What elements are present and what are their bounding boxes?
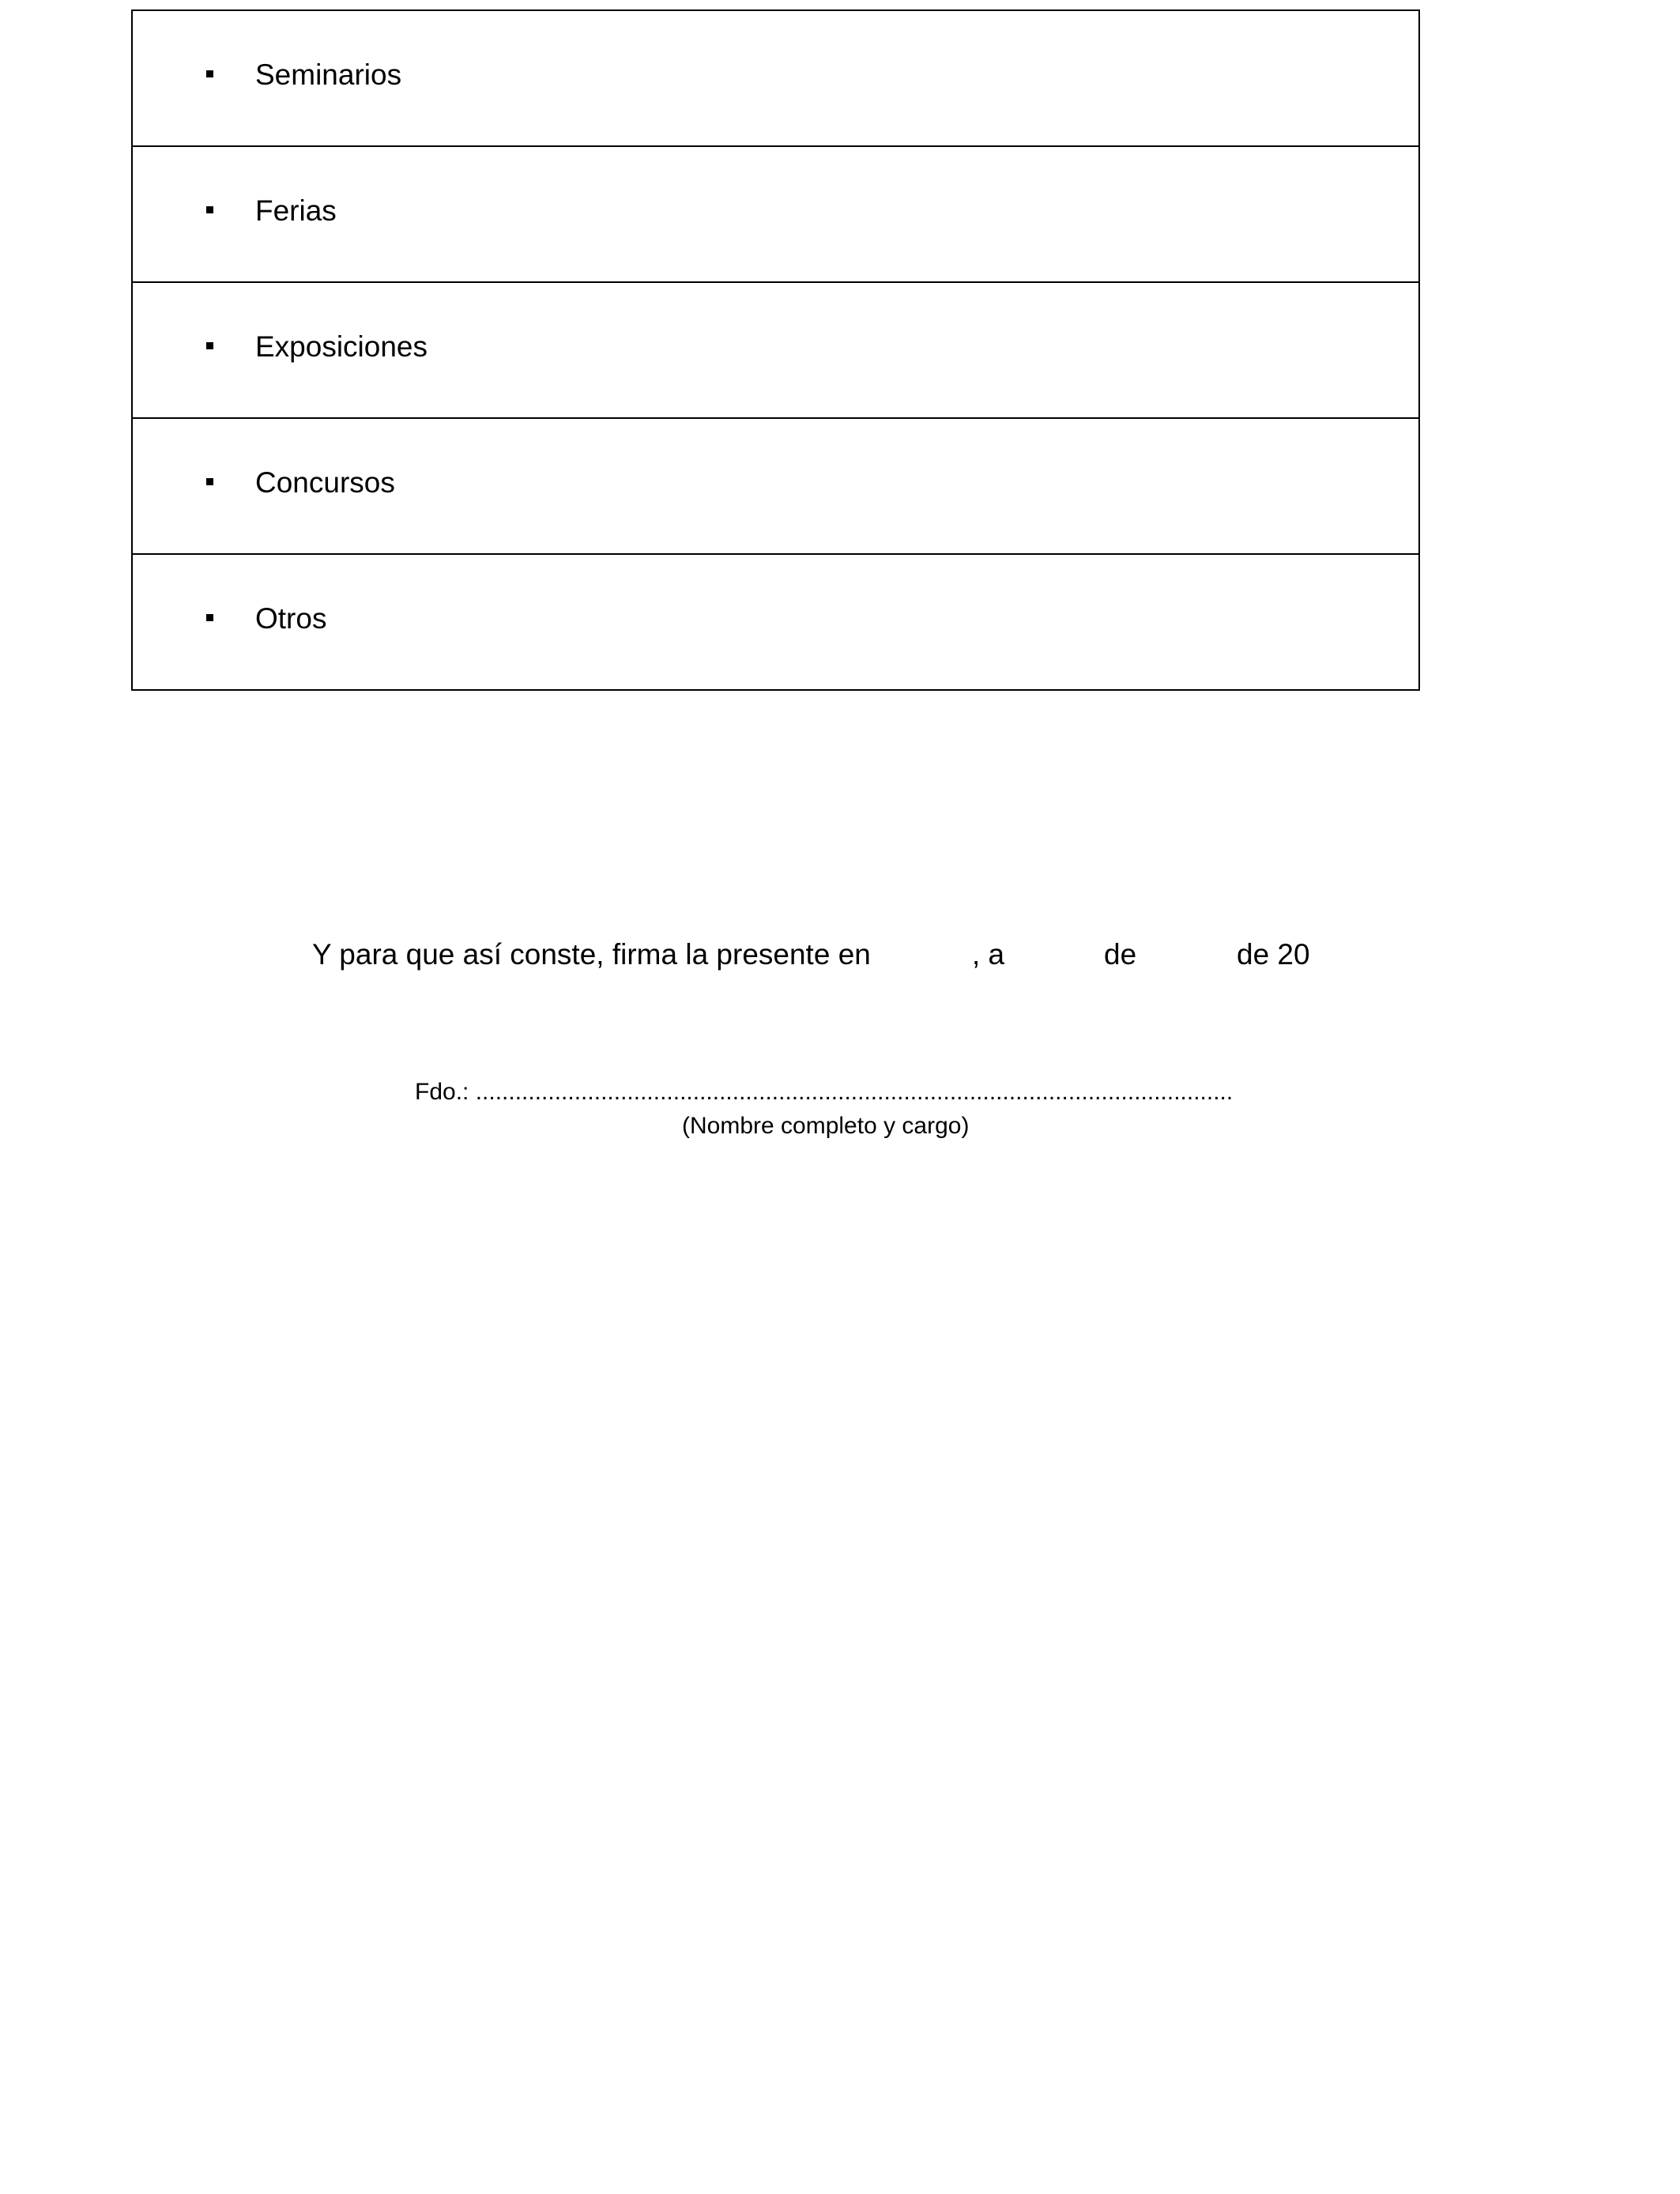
signature-caption: (Nombre completo y cargo) (682, 1113, 970, 1139)
square-bullet-icon (206, 206, 213, 213)
closing-comma-a: , a (972, 938, 1005, 971)
activity-label: Otros (255, 602, 327, 635)
table-row (133, 11, 1418, 147)
activity-label: Seminarios (255, 58, 402, 91)
square-bullet-icon (206, 342, 213, 349)
signature-line: Fdo.: ................................................................................................................... (415, 1079, 1234, 1105)
activity-table (131, 9, 1420, 691)
table-row (133, 555, 1418, 689)
activity-label: Exposiciones (255, 330, 428, 363)
activity-label: Ferias (255, 194, 337, 227)
table-row (133, 147, 1418, 283)
table-row (133, 283, 1418, 419)
table-row (133, 419, 1418, 555)
activity-label: Concursos (255, 466, 395, 499)
square-bullet-icon (206, 70, 213, 77)
closing-year-de-20: de 20 (1237, 938, 1310, 971)
closing-month-de: de (1104, 938, 1137, 971)
closing-statement: Y para que así conste, firma la presente en (312, 938, 871, 971)
square-bullet-icon (206, 614, 213, 621)
square-bullet-icon (206, 478, 213, 485)
